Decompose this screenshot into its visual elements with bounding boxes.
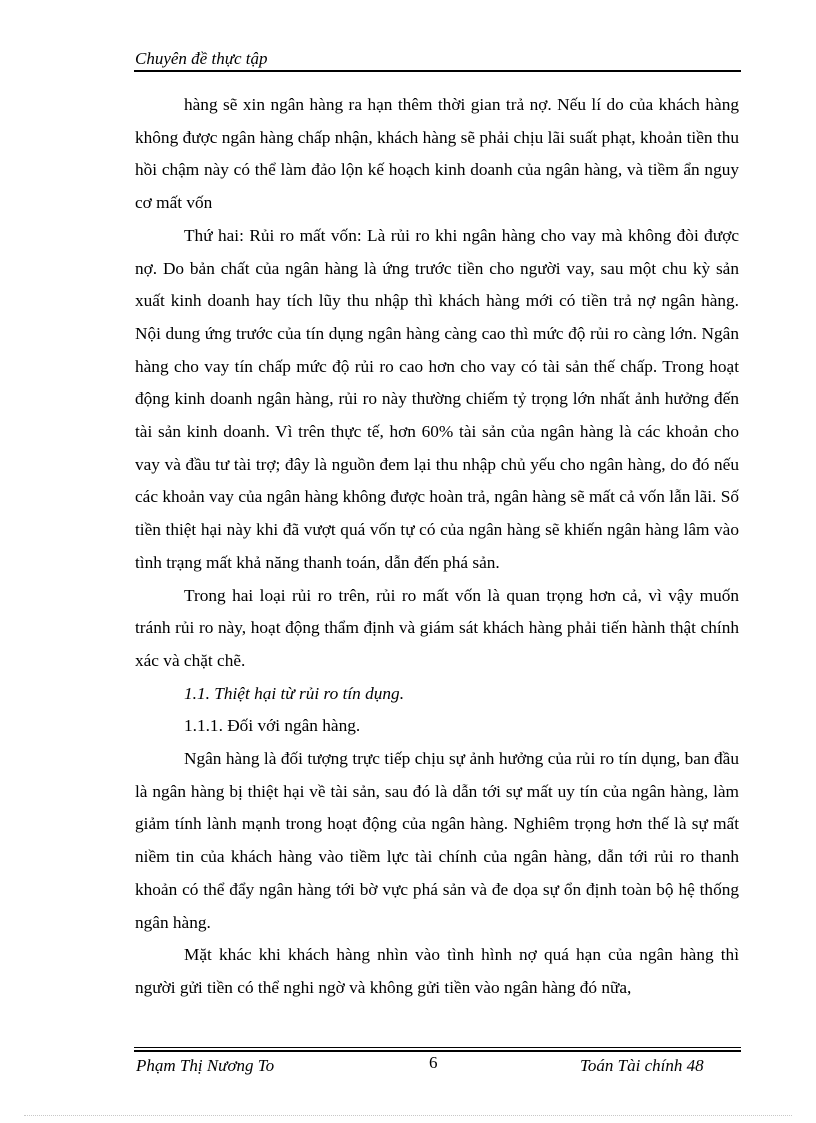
- header-rule: [134, 70, 741, 72]
- header-title: Chuyên đề thực tập: [135, 49, 268, 68]
- paragraph-bank-impact: Ngân hàng là đối tượng trực tiếp chịu sự ảnh hưởng của rủi ro tín dụng, ban đầu là ngân hàng bị thiệt hại về tài sản, sau đó là dẫn tới sự mất uy tín của ngân hàng, làm giảm tính lành mạnh trong hoạt động của ngân hàng. Nghiêm trọng hơn thế là sự mất niềm tin của khách hàng vào tiềm lực tài chính của ngân hàng, dẫn tới rủi ro thanh khoản có thể đẩy ngân hàng tới bờ vực phá sản và đe dọa sự ổn định toàn bộ hệ thống ngân hàng.: [135, 749, 739, 932]
- page-bottom-divider: [24, 1115, 792, 1116]
- footer-author: Phạm Thị Nương To: [136, 1056, 275, 1075]
- footer-class: Toán Tài chính 48: [580, 1056, 704, 1075]
- body-text: [135, 89, 739, 1005]
- paragraph-comparison: Trong hai loại rủi ro trên, rủi ro mất vốn là quan trọng hơn cả, vì vậy muốn tránh rủi ro này, hoạt động thẩm định và giám sát khách hàng phải tiến hành thật chính xác và chặt chẽ.: [135, 585, 739, 670]
- paragraph-loss-of-capital: Thứ hai: Rủi ro mất vốn: Là rủi ro khi ngân hàng cho vay mà không đòi được nợ. Do bản chất của ngân hàng là ứng trước tiền cho người vay, sau một chu kỳ sản xuất kinh doanh hay tích lũy thu nhập thì khách hàng mới có tiền trả nợ ngân hàng. Nội dung ứng trước của tín dụng ngân hàng càng cao thì mức độ rủi ro càng lớn. Ngân hàng cho vay tín chấp mức độ rủi ro cao hơn cho vay có tài sản thế chấp. Trong hoạt động kinh doanh ngân hàng, rủi ro này thường chiếm tỷ trọng lớn nhất ảnh hưởng đến tài sản kinh doanh. Vì trên thực tế, hơn 60% tài sản của ngân hàng là các khoản cho vay và đầu tư tài trợ; đây là nguồn đem lại thu nhập chủ yếu cho ngân hàng, do đó nếu các khoản vay của ngân hàng không được hoàn trả, ngân hàng sẽ mất cả vốn lẫn lãi. Số tiền thiệt hại này khi đã vượt quá vốn tự có của ngân hàng sẽ khiến ngân hàng lâm vào tình trạng mất khả năng thanh toán, dẫn đến phá sản.: [135, 225, 739, 572]
- subsection-heading: 1.1.1. Đối với ngân hàng.: [184, 716, 361, 736]
- section-heading: 1.1. Thiệt hại từ rủi ro tín dụng.: [184, 683, 405, 703]
- page-number: 6: [429, 1053, 438, 1072]
- footer-rule-top: [134, 1047, 741, 1048]
- paragraph-depositor-impact: Mặt khác khi khách hàng nhìn vào tình hình nợ quá hạn của ngân hàng thì người gửi tiền có thể nghi ngờ và không gửi tiền vào ngân hàng đó nữa,: [135, 945, 739, 997]
- paragraph-continuation: hàng sẽ xin ngân hàng ra hạn thêm thời gian trả nợ. Nếu lí do của khách hàng không được ngân hàng chấp nhận, khách hàng sẽ phải chịu lãi suất phạt, khoản tiền thu hồi chậm này có thể làm đảo lộn kế hoạch kinh doanh của ngân hàng, và tiềm ẩn nguy cơ mất vốn: [135, 95, 739, 213]
- footer-rule-bottom: [134, 1050, 741, 1052]
